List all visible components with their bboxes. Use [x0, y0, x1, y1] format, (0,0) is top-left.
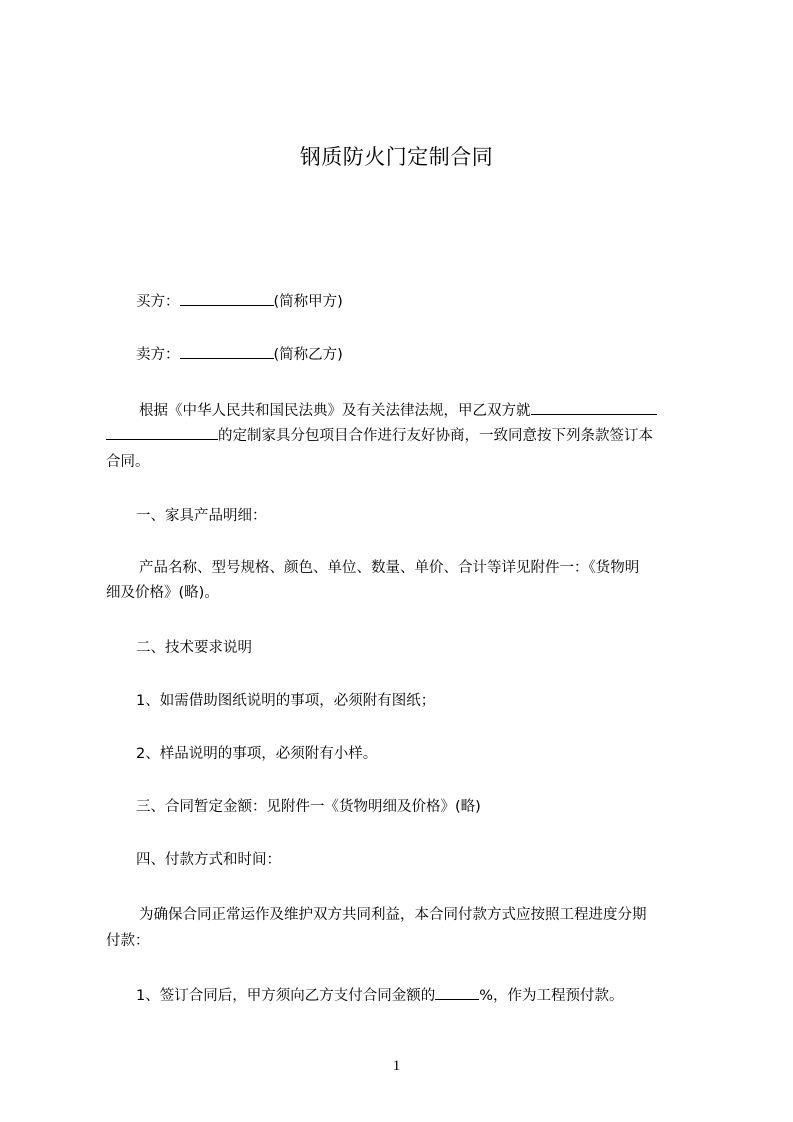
section4-item-1 [136, 985, 624, 1006]
section4-heading: 四、付款方式和时间： [136, 852, 281, 868]
section4-item1-suffix: %，作为工程预付款。 [479, 988, 624, 1004]
section4-item1-prefix: 1、签订合同后，甲方须向乙方支付合同金额的 [136, 988, 436, 1004]
buyer-line [136, 291, 343, 312]
seller-line [136, 344, 343, 365]
buyer-label: 买方： [136, 294, 180, 310]
intro-line-2 [106, 425, 653, 446]
section4-body-line-1: 为确保合同正常运作及维护双方共同利益，本合同付款方式应按照工程进度分期 [139, 907, 647, 923]
section1-body-line-1: 产品名称、型号规格、颜色、单位、数量、单价、合计等详见附件一：《货物明 [139, 560, 640, 576]
seller-suffix: (简称乙方) [273, 347, 343, 363]
intro-text-2: 的定制家具分包项目合作进行友好协商，一致同意按下列条款签订本 [218, 428, 653, 444]
intro-line-1 [139, 400, 657, 421]
intro-line-3: 合同。 [106, 454, 150, 470]
project-name-blank-2 [106, 425, 218, 440]
section3-heading: 三、合同暂定金额：见附件一《货物明细及价格》(略) [136, 799, 481, 815]
seller-name-blank [180, 344, 274, 359]
project-name-blank-1 [531, 400, 657, 415]
section2-heading: 二、技术要求说明 [136, 640, 252, 656]
section1-body-line-2: 细及价格》(略)。 [106, 585, 219, 601]
percentage-blank [435, 985, 479, 1000]
section1-heading: 一、家具产品明细： [136, 508, 267, 524]
page-number: 1 [392, 1058, 401, 1074]
section4-body-line-2: 付款： [106, 933, 150, 949]
section2-item-1: 1、如需借助图纸说明的事项，必须附有图纸； [136, 693, 436, 709]
section2-item-2: 2、样品说明的事项，必须附有小样。 [136, 746, 378, 762]
seller-label: 卖方： [136, 347, 180, 363]
document-title: 钢质防火门定制合同 [299, 145, 494, 169]
buyer-suffix: (简称甲方) [273, 294, 343, 310]
buyer-name-blank [180, 291, 274, 306]
intro-text-1: 根据《中华人民共和国民法典》及有关法律法规，甲乙双方就 [139, 403, 531, 419]
